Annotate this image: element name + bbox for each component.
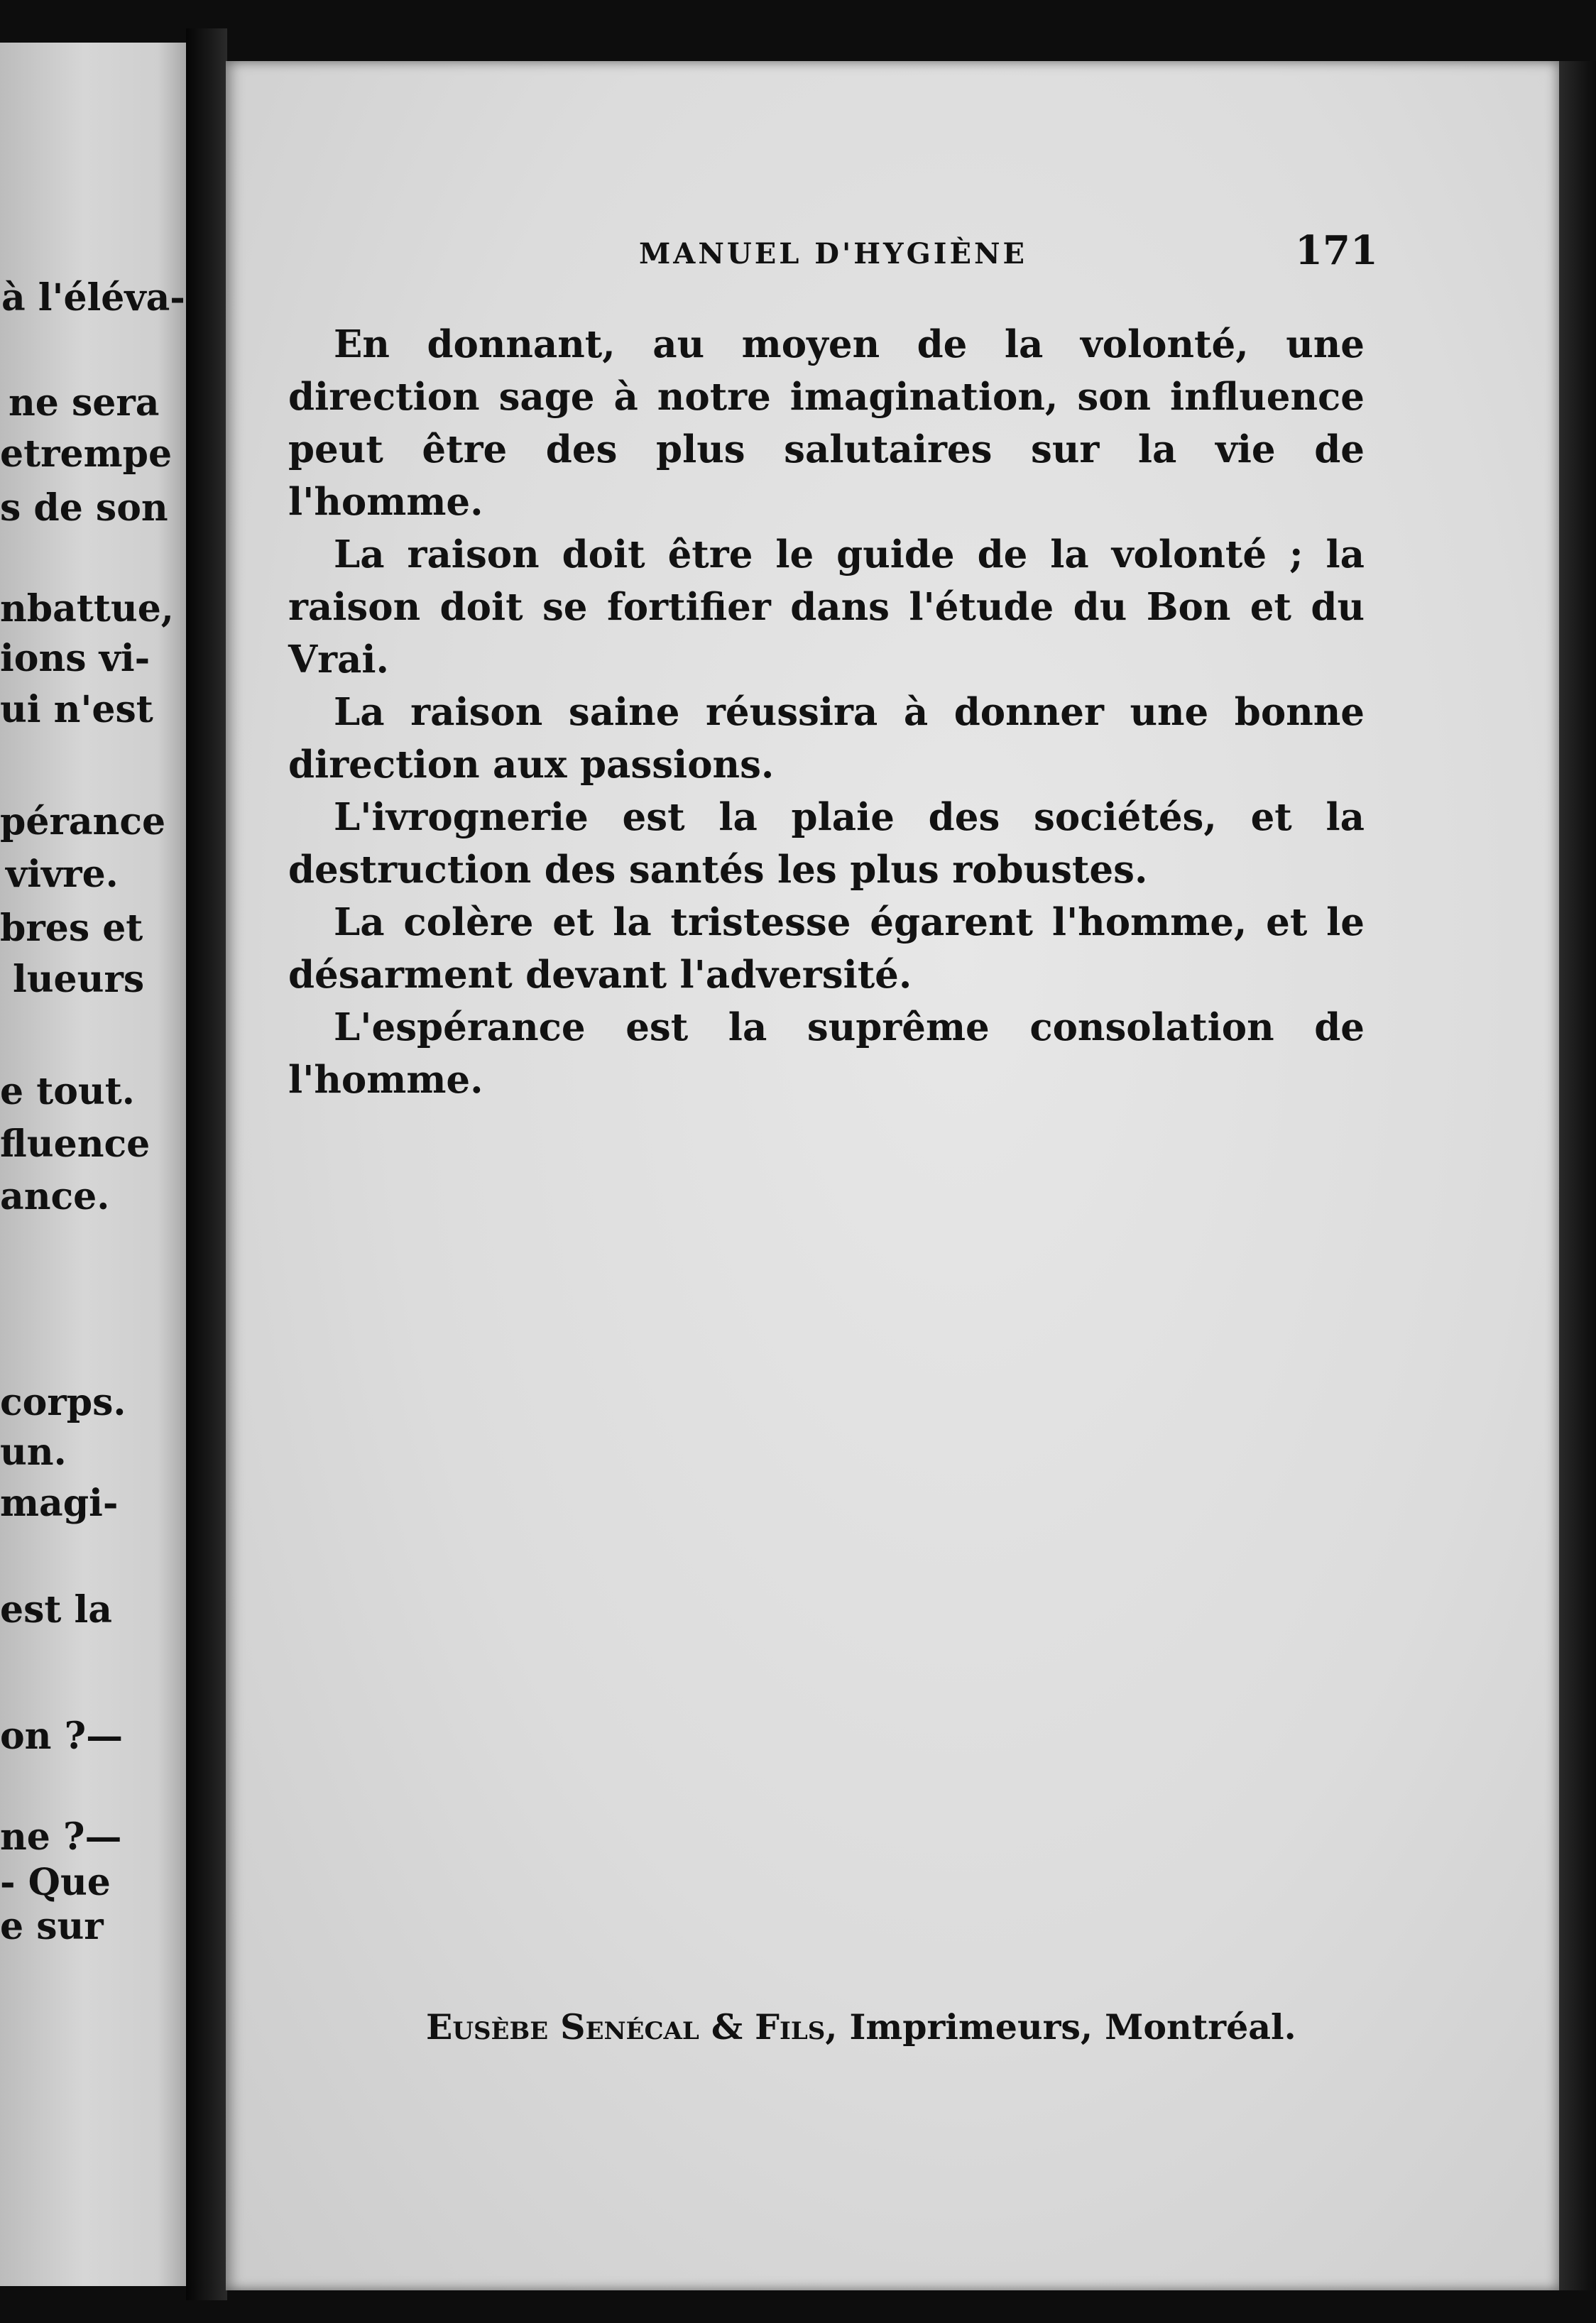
paragraph: En donnant, au moyen de la volonté, une direction sage à notre imagination, son influence peut être des plus salutaires sur la vie de l'homme.	[288, 322, 1365, 524]
left-page-fragment: ne ?—	[0, 1815, 122, 1859]
left-page-fragment: ne sera	[9, 381, 160, 425]
imprint-printer: Eusèbe Senécal & Fils	[426, 2006, 826, 2048]
imprint	[426, 2006, 1296, 2048]
left-page-fragment: magi-	[0, 1482, 119, 1525]
left-page-fragment: ance.	[0, 1175, 110, 1218]
left-page-fragment: etrempe	[0, 432, 173, 476]
body-text	[288, 318, 1365, 1106]
left-page-fragment: ui n'est	[0, 688, 153, 731]
left-page-fragment: lueurs	[13, 958, 145, 1001]
left-page-fragment: e sur	[0, 1905, 104, 1948]
left-page-fragment: pérance	[0, 800, 166, 843]
left-page-fragment: bres et	[0, 907, 143, 950]
paragraph: L'ivrognerie est la plaie des sociétés, et la destruction des santés les plus robustes.	[288, 795, 1365, 892]
left-page-fragment: est la	[0, 1588, 112, 1631]
left-page-fragment: s de son	[0, 486, 168, 530]
left-page-fragment: vivre.	[6, 853, 119, 896]
left-page-fragment: à l'éléva-	[1, 276, 185, 319]
paragraph: La raison saine réussira à donner une bonne direction aux passions.	[288, 690, 1365, 787]
left-page-fragment: ions vi-	[0, 637, 151, 680]
left-page-fragment: fluence	[0, 1122, 151, 1166]
left-page-fragment: nbattue,	[0, 587, 174, 630]
paragraph: La colère et la tristesse égarent l'homme, et le désarment devant l'adversité.	[288, 900, 1365, 997]
page-number: 171	[1295, 227, 1378, 274]
left-page	[0, 43, 186, 2286]
left-page-fragment: corps.	[0, 1381, 126, 1424]
left-page-fragment: e tout.	[0, 1070, 135, 1113]
left-page-fragment: un.	[0, 1431, 67, 1474]
left-page-fragment: - Que	[0, 1861, 111, 1904]
left-page-fragment: on ?—	[0, 1715, 124, 1758]
paragraph: La raison doit être le guide de la volonté ; la raison doit se fortifier dans l'étude du Bon et du Vrai.	[288, 532, 1365, 682]
right-page-edge	[1559, 61, 1596, 2290]
book-spine-shadow	[186, 28, 227, 2300]
running-head: MANUEL D'HYGIÈNE	[639, 237, 1027, 270]
left-page-text	[0, 43, 186, 2286]
imprint-rest: , Imprimeurs, Montréal.	[825, 2006, 1296, 2048]
paragraph: L'espérance est la suprême consolation de l'homme.	[288, 1005, 1365, 1102]
